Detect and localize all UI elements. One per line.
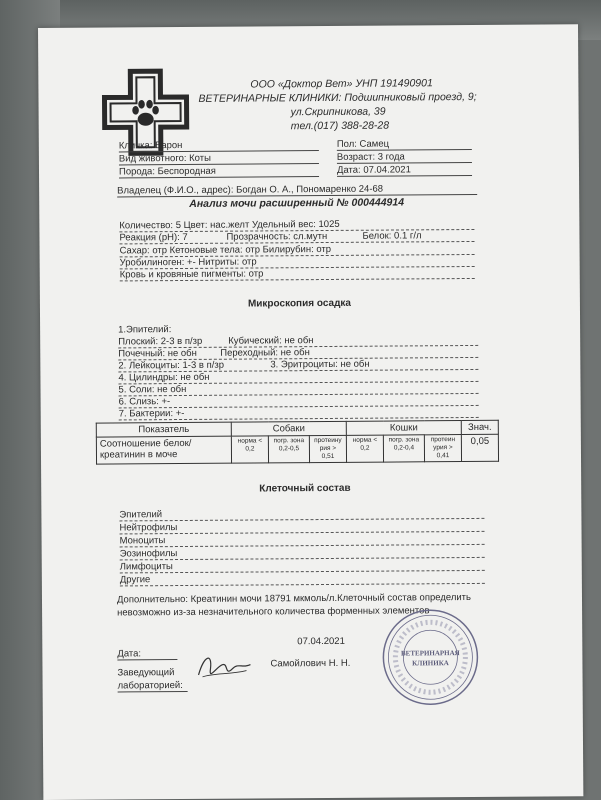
clinic-stamp-icon: [380, 607, 481, 708]
bacteria: 7. Бактерии: +-: [119, 406, 479, 421]
clinic-address-2: ул.Скрипникова, 39: [290, 105, 386, 119]
cell-item-epithelium: Эпителий: [119, 507, 484, 522]
protein-value: Белок: 0.1 г/л: [362, 230, 422, 242]
col-indicator: Показатель: [96, 422, 231, 437]
footer-date-label: Дата:: [117, 648, 177, 660]
org-name: ООО «Доктор Вет» УНП 191490901: [250, 77, 433, 91]
cell-item-neutrophils: Нейтрофилы: [119, 520, 484, 535]
cells-title: Клеточный состав: [259, 482, 351, 495]
document-page: [38, 24, 583, 800]
microscopy-title: Микроскопия осадка: [247, 297, 352, 310]
patient-date: Дата: 07.04.2021: [337, 164, 472, 177]
dogs-borderline: погр. зона 0,2-0,5: [268, 436, 309, 463]
physchem-line-5: Кровь и кровяные пигменты: отр: [120, 267, 475, 281]
dogs-proteinuria: протеину рия > 0,51: [309, 435, 346, 462]
salts: 5. Соли: не обн: [118, 382, 478, 397]
stamp-text-1: ВЕТЕРИНАРНАЯ: [400, 649, 460, 658]
analysis-title: Анализ мочи расширенный № 000444914: [189, 196, 405, 210]
cats-borderline: погр. зона 0,2-0,4: [383, 435, 424, 462]
cell-item-lymphocytes: Лимфоциты: [120, 559, 485, 574]
kidney-epithelium: Почечный: не обн: [118, 347, 197, 360]
mucus: 6. Слизь: +-: [119, 394, 479, 409]
col-dogs: Собаки: [231, 421, 346, 436]
ph-value: Реакция (pH): 7: [119, 231, 188, 244]
cell-item-eosinophils: Эозинофилы: [120, 546, 485, 561]
patient-age: Возраст: 3 года: [337, 151, 472, 164]
ratio-label: Соотношение белок/креатинин в моче: [96, 436, 231, 464]
epithelium-heading: 1.Эпителий:: [118, 324, 172, 336]
erythrocytes: 3. Эритроциты: не обн: [270, 358, 370, 371]
signature-icon: [194, 647, 254, 687]
transitional-epithelium: Переходный: не обн: [220, 347, 310, 359]
cell-item-other: Другие: [120, 572, 485, 587]
ratio-value: 0,05: [461, 434, 498, 461]
extra-line-2: невозможно из-за незначительного количества форменных элементов: [117, 605, 430, 619]
clarity-value: Прозрачность: сл.мутн: [226, 230, 328, 243]
extra-line-1: Дополнительно: Креатинин мочи 18791 мкмоль/л.Клеточный состав определить: [116, 591, 472, 606]
head-label-1: Заведующий: [117, 667, 175, 679]
clinic-address-1: ВЕТЕРИНАРНЫЕ КЛИНИКИ: Подшипниковый проезд, 9;: [198, 90, 477, 105]
owner: Владелец (Ф.И.О., адрес): Богдан О. А., Пономаренко 24-68: [117, 183, 477, 198]
cubic-epithelium: Кубический: не обн: [228, 335, 314, 347]
physchem-line-2: [119, 230, 474, 244]
col-value: Знач.: [461, 420, 498, 434]
cats-norm: норма < 0,2: [346, 435, 383, 462]
patient-sex: Пол: Самец: [337, 138, 472, 151]
cell-item-monocytes: Моноциты: [120, 533, 485, 548]
footer-date: 07.04.2021: [297, 635, 345, 648]
cats-proteinuria: протеин урия > 0,41: [424, 435, 461, 462]
col-cats: Кошки: [346, 421, 461, 436]
flat-epithelium: Плоский: 2-3 в п/зр: [118, 335, 203, 348]
head-name: Самойлович Н. Н.: [270, 657, 351, 670]
clinic-phone: тел.(017) 388-28-28: [290, 119, 390, 133]
head-label-2: лабораторией:: [118, 680, 188, 692]
physchem-line-1: Количество: 5 Цвет: нас.желт Удельный вес: 1025: [119, 218, 474, 232]
leukocytes: 2. Лейкоциты: 1-3 в п/зр: [118, 359, 225, 372]
cylinders: 4. Цилиндры: не обн: [118, 370, 478, 385]
patient-species: Вид животного: Коты: [119, 152, 319, 165]
stamp-text-2: КЛИНИКА: [412, 659, 449, 668]
physchem-line-3: Сахар: отр Кетоновые тела: отр Билирубин: отр: [120, 243, 475, 257]
patient-breed: Порода: Беспородная: [119, 165, 319, 178]
physchem-line-4: Уробилиноген: +- Нитриты: отр: [120, 255, 475, 269]
dogs-norm: норма < 0,2: [231, 436, 268, 463]
protein-creatinine-table: [96, 420, 499, 465]
patient-name: Кличка: Барон: [119, 139, 319, 152]
